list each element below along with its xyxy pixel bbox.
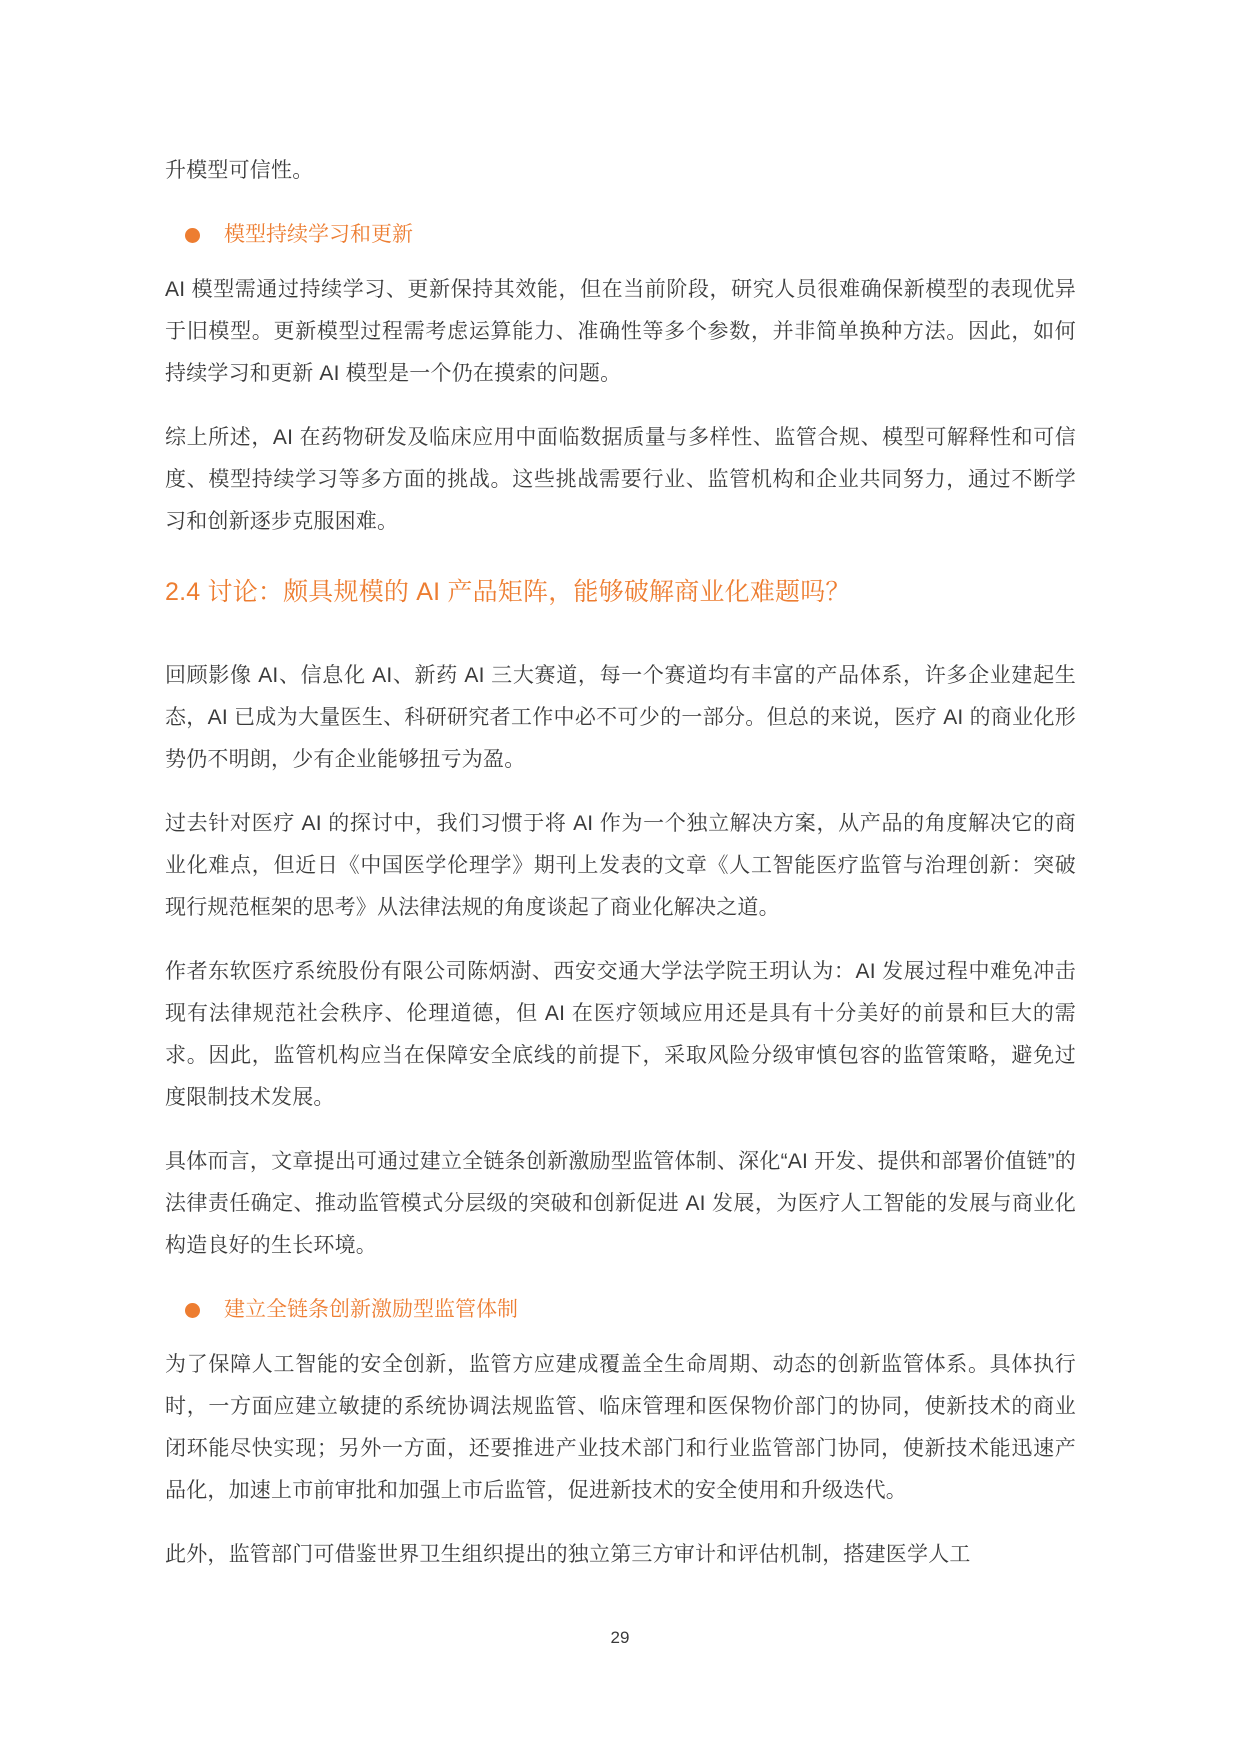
paragraph-specific-proposal: 具体而言，文章提出可通过建立全链条创新激励型监管体制、深化“AI 开发、提供和部署价值链”的法律责任确定、推动监管模式分层级的突破和创新促进 AI 发展，为医疗人工智能的发展与商业化构造良好的生长环境。 [165,1150,1076,1257]
paragraph-model-update: AI 模型需通过持续学习、更新保持其效能，但在当前阶段，研究人员很难确保新模型的表现优异于旧模型。更新模型过程需考虑运算能力、准确性等多个参数，并非简单换种方法。因此，如何持续学习和更新 AI 模型是一个仍在摸索的问题。 [165,278,1076,385]
bullet-dot-icon [185,228,200,243]
paragraph-review-tracks: 回顾影像 AI、信息化 AI、新药 AI 三大赛道，每一个赛道均有丰富的产品体系，许多企业建起生态，AI 已成为大量医生、科研研究者工作中必不可少的一部分。但总的来说，医疗 AI 的商业化形势仍不明朗，少有企业能够扭亏为盈。 [165,664,1076,771]
section-heading-2-4: 2.4 讨论：颇具规模的 AI 产品矩阵，能够破解商业化难题吗？ [165,578,851,606]
page-content [165,150,1076,1598]
paragraph-who-audit: 此外，监管部门可借鉴世界卫生组织提出的独立第三方审计和评估机制，搭建医学人工 [165,1543,971,1566]
paragraph-authors-view: 作者东软医疗系统股份有限公司陈炳澍、西安交通大学法学院王玥认为：AI 发展过程中难免冲击现有法律规范社会秩序、伦理道德，但 AI 在医疗领域应用还是具有十分美好的前景和巨大的需求。因此，监管机构应当在保障安全底线的前提下，采取风险分级审慎包容的监管策略，避免过度限制技术发展。 [165,960,1076,1109]
paragraph-past-discussion: 过去针对医疗 AI 的探讨中，我们习惯于将 AI 作为一个独立解决方案，从产品的角度解决它的商业化难点，但近日《中国医学伦理学》期刊上发表的文章《人工智能医疗监管与治理创新：突破现行规范框架的思考》从法律法规的角度谈起了商业化解决之道。 [165,812,1076,919]
bullet-heading-model-learning [165,214,1076,256]
paragraph-regulation-detail: 为了保障人工智能的安全创新，监管方应建成覆盖全生命周期、动态的创新监管体系。具体执行时，一方面应建立敏捷的系统协调法规监管、临床管理和医保物价部门的协同，使新技术的商业闭环能尽快实现；另外一方面，还要推进产业技术部门和行业监管部门协同，使新技术能迅速产品化，加速上市前审批和加强上市后监管，促进新技术的安全使用和升级迭代。 [165,1353,1076,1502]
paragraph-leading: 升模型可信性。 [165,159,314,182]
bullet-heading-label: 模型持续学习和更新 [224,223,413,246]
bullet-heading-label: 建立全链条创新激励型监管体制 [224,1298,518,1321]
paragraph-summary: 综上所述，AI 在药物研发及临床应用中面临数据质量与多样性、监管合规、模型可解释性和可信度、模型持续学习等多方面的挑战。这些挑战需要行业、监管机构和企业共同努力，通过不断学习和创新逐步克服困难。 [165,426,1076,533]
bullet-dot-icon [185,1303,200,1318]
bullet-heading-regulation-system [165,1289,1076,1331]
page-number: 29 [610,1628,630,1647]
